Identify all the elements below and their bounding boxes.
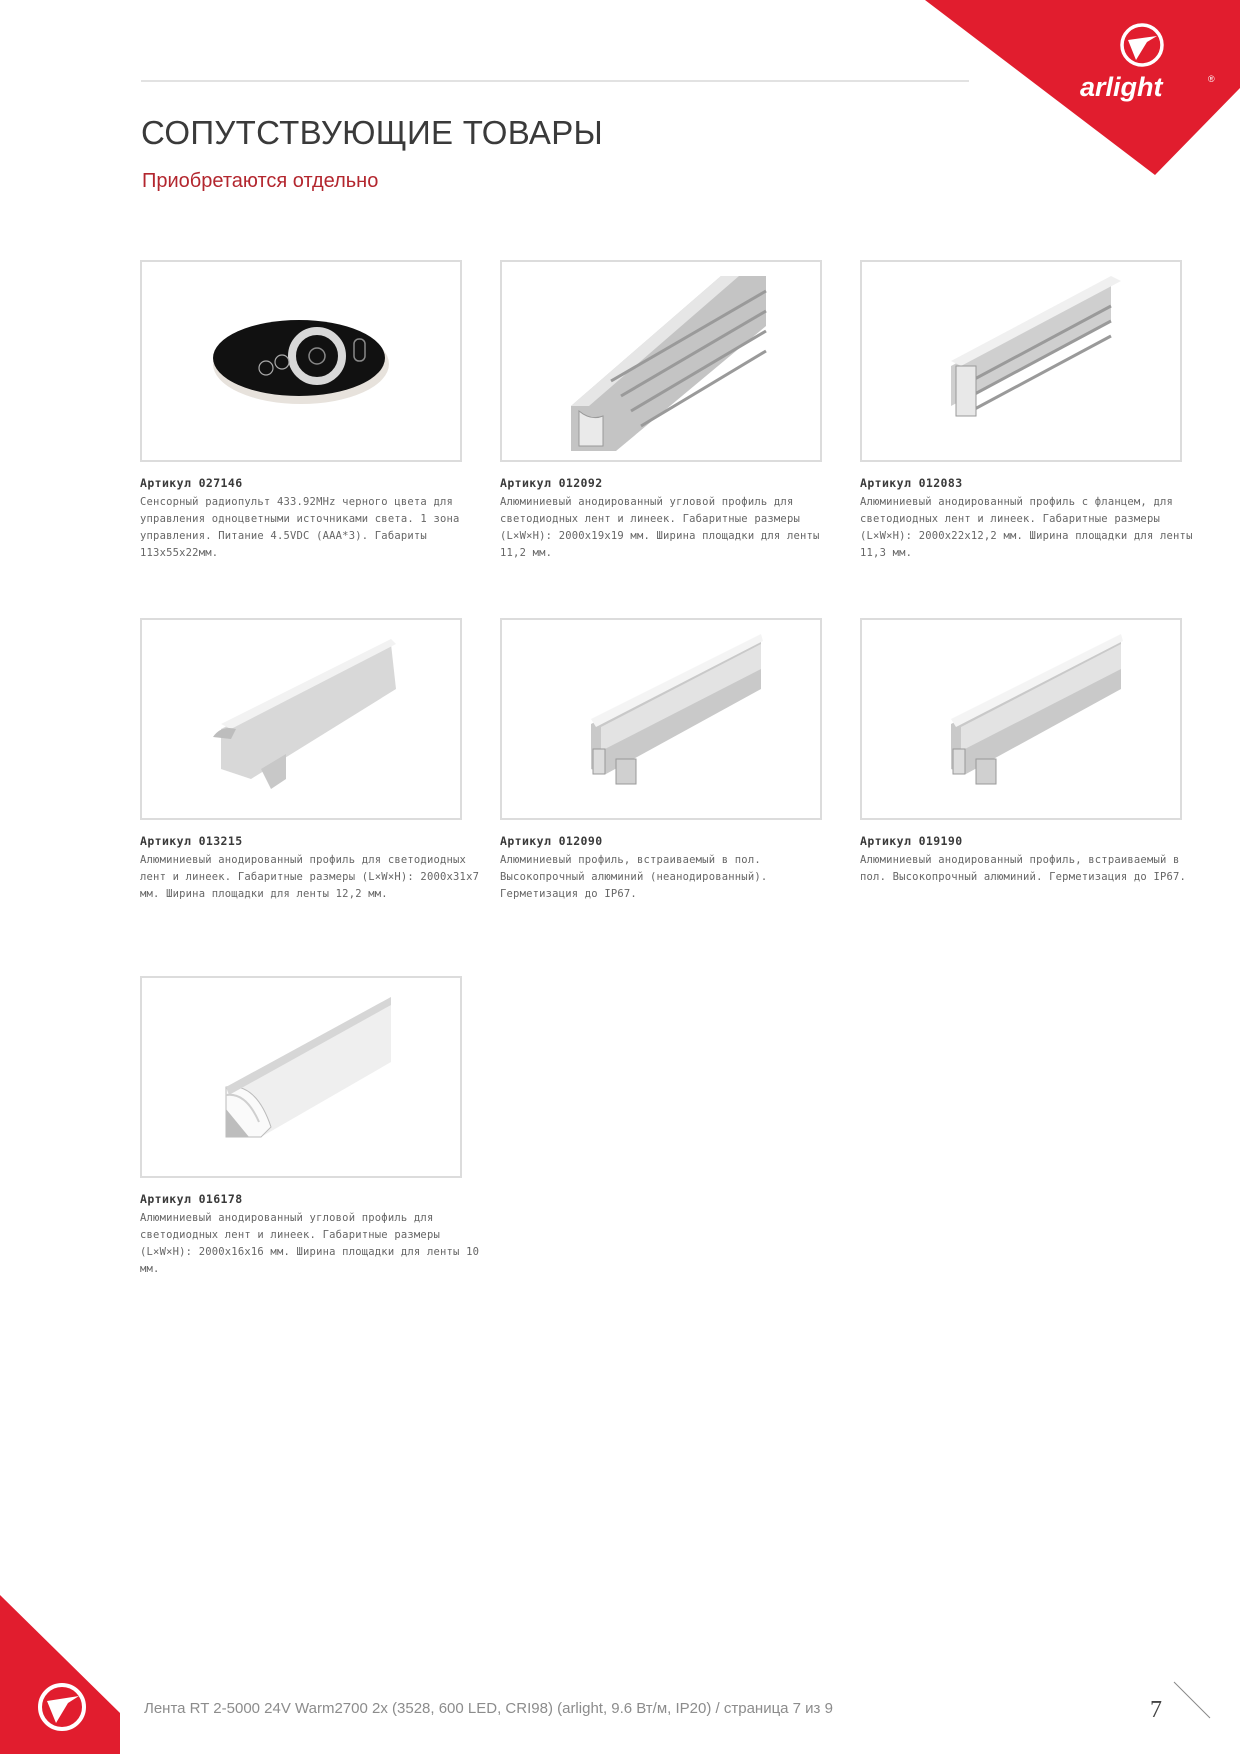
remote-control-image: [201, 306, 401, 416]
page-subtitle: Приобретаются отдельно: [142, 170, 379, 192]
product-card: [140, 618, 480, 903]
product-card: [500, 618, 840, 903]
corner-profile-image: [551, 271, 771, 451]
flange-profile-image: [911, 271, 1131, 451]
product-image-frame: [500, 618, 822, 820]
product-image-frame: [860, 618, 1182, 820]
product-description: Алюминиевый профиль, встраиваемый в пол. Высокопрочный алюминий (неанодированный). Герметизация до IP67.: [500, 854, 768, 900]
product-sku: Артикул 012083: [860, 476, 963, 490]
flat-profile-image: [191, 629, 411, 809]
footer-document-info: Лента RT 2-5000 24V Warm2700 2x (3528, 600 LED, CRI98) (arlight, 9.6 Вт/м, IP20) / страница 7 из 9: [144, 1700, 833, 1717]
product-description: Алюминиевый анодированный профиль, встраиваемый в пол. Высокопрочный алюминий. Герметизация до IP67.: [860, 854, 1187, 883]
product-image-frame: [140, 976, 462, 1178]
page-number: 7: [1150, 1697, 1162, 1723]
product-description: Алюминиевый анодированный угловой профиль для светодиодных лент и линеек. Габаритные размеры (L×W×H): 2000x19x19 мм. Ширина площадки для ленты 11,2 мм.: [500, 496, 820, 559]
product-sku: Артикул 012092: [500, 476, 603, 490]
product-sku: Артикул 012090: [500, 834, 603, 848]
top-divider: [141, 80, 969, 82]
product-card: [140, 976, 480, 1278]
product-card: [860, 260, 1200, 562]
brand-corner-footer: [0, 1595, 120, 1754]
product-description: Алюминиевый анодированный угловой профиль для светодиодных лент и линеек. Габаритные размеры (L×W×H): 2000x16x16 мм. Ширина площадки для ленты 10 мм.: [140, 1212, 480, 1275]
floor-profile-image: [551, 629, 771, 809]
product-image-frame: [140, 618, 462, 820]
product-sku: Артикул 027146: [140, 476, 243, 490]
product-description: Алюминиевый анодированный профиль для светодиодных лент и линеек. Габаритные размеры (L×W×H): 2000x31x7 мм. Ширина площадки для ленты 12,2 мм.: [140, 854, 480, 900]
registered-mark: ®: [1208, 74, 1215, 84]
page-title: СОПУТСТВУЮЩИЕ ТОВАРЫ: [141, 114, 604, 151]
brand-name: arlight: [1080, 72, 1163, 102]
product-card: [500, 260, 840, 562]
product-sku: Артикул 016178: [140, 1192, 243, 1206]
page-corner-mark: [1172, 1680, 1212, 1720]
product-sku: Артикул 013215: [140, 834, 243, 848]
product-card: [140, 260, 480, 562]
product-card: [860, 618, 1200, 886]
floor-profile-anodized-image: [911, 629, 1131, 809]
product-image-frame: [860, 260, 1182, 462]
product-description: Сенсорный радиопульт 433.92MHz черного цвета для управления одноцветными источниками света. 1 зона управления. Питание 4.5VDC (AAA*3). Габариты 113x55x22мм.: [140, 496, 460, 559]
product-image-frame: [140, 260, 462, 462]
product-sku: Артикул 019190: [860, 834, 963, 848]
brand-corner-banner: [925, 0, 1240, 175]
product-image-frame: [500, 260, 822, 462]
product-description: Алюминиевый анодированный профиль с фланцем, для светодиодных лент и линеек. Габаритные размеры (L×W×H): 2000x22x12,2 мм. Ширина площадки для ленты 11,3 мм.: [860, 496, 1193, 559]
round-corner-profile-image: [191, 987, 411, 1167]
